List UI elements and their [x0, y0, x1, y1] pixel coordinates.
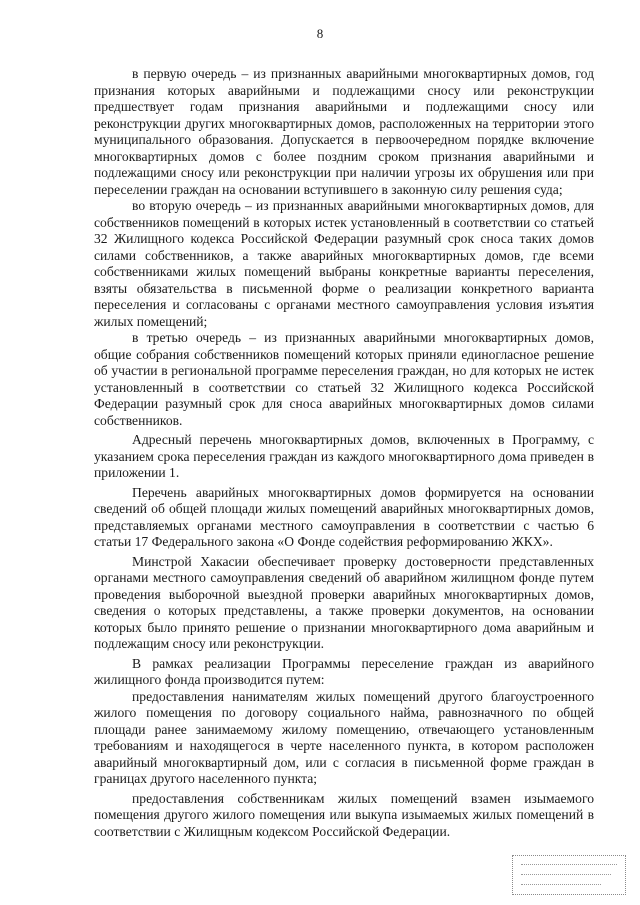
paragraph-first-priority: в первую очередь – из признанных аварийными многоквартирных домов, год признания которых аварийными и подлежащими сносу или реконструкции предшествует годам признания аварийными и подлежащими сносу или реконструкции других многоквартирных домов, расположенных на территории этого муниципального образования. Допускается в первоочередном порядке включение многоквартирных домов с более поздним сроком признания аварийными и подлежащими сносу или реконструкции при наличии угрозы их обрушения или при переселении граждан на основании вступившего в законную силу решения суда;	[94, 66, 594, 197]
registration-stamp	[512, 855, 626, 895]
paragraph-second-priority: во вторую очередь – из признанных аварийными многоквартирных домов, для собственников помещений в которых истек установленный в соответствии со статьей 32 Жилищного кодекса Российской Федерации разумный срок сноса таких домов силами собственников, а также аварийных многоквартирных домов, где всеми собственниками жилых помещений выбраны конкретные варианты переселения, взяты обязательства в письменной форме о реализации конкретного варианта переселения и согласованы с органами местного самоуправления условия изъятия жилых помещений;	[94, 198, 594, 329]
paragraph-tenants: предоставления нанимателям жилых помещений другого благоустроенного жилого помещения по договору социального найма, равнозначного по общей площади ранее занимаемому жилому помещению, отвечающего установленным требованиям и находящегося в черте населенного пункта, в котором расположен аварийный многоквартирный дом, или с согласия в письменной форме граждан в границах другого населенного пункта;	[94, 688, 594, 786]
page-number: 8	[316, 26, 324, 41]
paragraph-emergency-list: Перечень аварийных многоквартирных домов формируется на основании сведений об общей площади жилых помещений аварийных многоквартирных домов, представляемых органами местного самоуправления в соответствии с частью 6 статьи 17 Федерального закона «О Фонде содействия реформированию ЖКХ».	[94, 484, 594, 549]
paragraph-third-priority: в третью очередь – из признанных аварийными многоквартирных домов, общие собрания собственников помещений которых приняли единогласное решение об участии в региональной программе переселения граждан, но для которых не истек установленный в соответствии со статьей 32 Жилищного кодекса Российской Федерации разумный срок для сноса аварийных многоквартирных домов силами собственников.	[94, 330, 594, 428]
paragraph-minstroy-check: Минстрой Хакасии обеспечивает проверку достоверности представленных органами местного самоуправления сведений об аварийном жилищном фонде путем проведения выборочной выездной проверки аварийных многоквартирных домов, сведения о которых представлены, а также проверки документов, на основании которых было принято решение о признании многоквартирного дома аварийным и подлежащим сносу или реконструкции.	[94, 553, 594, 651]
paragraph-address-list: Адресный перечень многоквартирных домов, включенных в Программу, с указанием срока переселения граждан из каждого многоквартирного дома приведен в приложении 1.	[94, 432, 594, 480]
document-body	[94, 66, 594, 840]
paragraph-resettlement-methods: В рамках реализации Программы переселение граждан из аварийного жилищного фонда производится путем:	[94, 655, 594, 687]
paragraph-owners: предоставления собственникам жилых помещений взамен изымаемого помещения другого жилого помещения или выкупа изымаемых жилых помещений в соответствии с Жилищным кодексом Российской Федерации.	[94, 790, 594, 839]
